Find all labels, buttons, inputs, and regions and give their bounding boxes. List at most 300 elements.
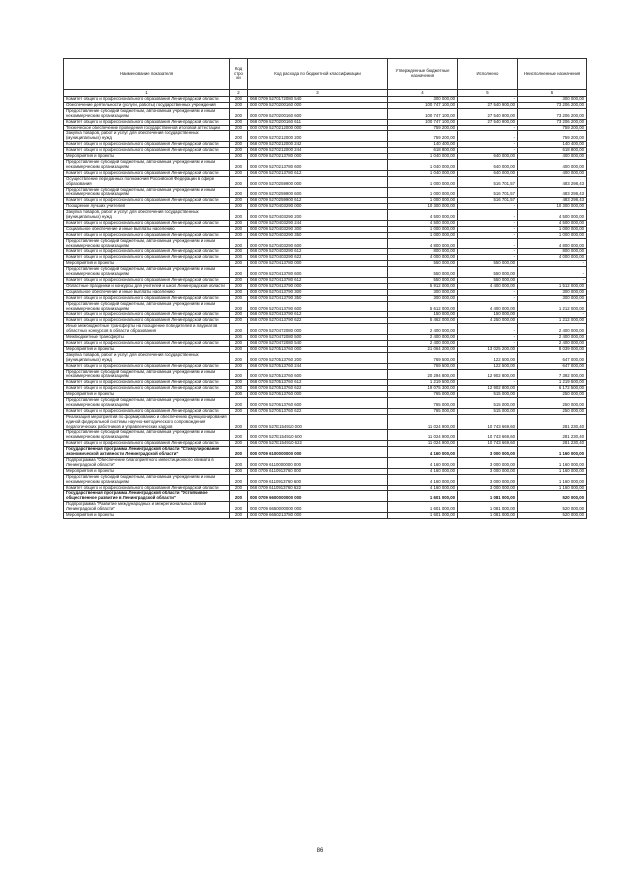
row-line-code: 200 <box>230 267 248 278</box>
table-row <box>64 238 587 249</box>
row-unexecuted-amount: 647 000,00 <box>518 363 587 369</box>
row-classification-code: 068 0709 5270613760 622 <box>248 408 388 414</box>
row-name: Реализация мероприятий по формированию и обеспечению функционирования единой федеральной системы научно-методического сопровождения педагогических работников и управленческих кадров <box>64 414 230 430</box>
row-classification-code: 068 0709 5270513760 612 <box>248 380 388 386</box>
row-unexecuted-amount: 400 000,00 <box>518 170 587 176</box>
row-approved-amount: 300 000,00 <box>388 97 458 103</box>
row-approved-amount: 4 000 000,00 <box>388 255 458 261</box>
row-name: Комитет общего и профессионального образования Ленинградской области <box>64 119 230 125</box>
row-unexecuted-amount: - <box>518 267 587 278</box>
row-classification-code: 000 0709 5270403290 000 <box>248 204 388 210</box>
row-classification-code: 000 0709 5270513760 000 <box>248 346 388 352</box>
row-name: Предоставление субсидий бюджетным, автономным учреждениям и иным некоммерческим организациям <box>64 159 230 170</box>
row-approved-amount: 1 000 000,00 <box>388 232 458 238</box>
row-approved-amount: 1 601 000,00 <box>388 513 458 519</box>
row-name: Предоставление субсидий бюджетным, автономным учреждениям и иным некоммерческим организациям <box>64 238 230 249</box>
row-approved-amount: 1 000 000,00 <box>388 198 458 204</box>
row-executed-amount: 515 000,00 <box>458 392 518 398</box>
row-executed-amount: - <box>458 125 518 131</box>
row-line-code: 200 <box>230 301 248 312</box>
row-executed-amount: - <box>458 142 518 148</box>
row-name: Комитет общего и профессионального образования Ленинградской области <box>64 340 230 346</box>
row-classification-code: 000 0709 5270259900 000 <box>248 176 388 187</box>
row-line-code: 200 <box>230 502 248 513</box>
row-executed-amount: 4 400 000,00 <box>458 301 518 312</box>
row-approved-amount: 4 160 000,00 <box>388 458 458 469</box>
row-executed-amount: 640 000,00 <box>458 170 518 176</box>
row-unexecuted-amount: 1 160 000,00 <box>518 447 587 458</box>
row-approved-amount: 4 160 000,00 <box>388 474 458 485</box>
row-classification-code: 068 0709 5270172080 540 <box>248 97 388 103</box>
row-executed-amount: - <box>458 226 518 232</box>
row-approved-amount: 550 000,00 <box>388 267 458 278</box>
row-classification-code: 000 0709 5270213780 600 <box>248 159 388 170</box>
row-line-code: 200 <box>230 148 248 154</box>
row-approved-amount: 140 400,00 <box>388 142 458 148</box>
row-approved-amount: 4 500 000,00 <box>388 220 458 226</box>
row-approved-amount: 19 075 300,00 <box>388 386 458 392</box>
row-line-code: 200 <box>230 369 248 380</box>
table-row <box>64 502 587 513</box>
row-executed-amount: - <box>458 249 518 255</box>
row-unexecuted-amount: 483 298,43 <box>518 187 587 198</box>
row-name: Комитет общего и профессионального образования Ленинградской области <box>64 220 230 226</box>
row-name: Мероприятия и проекты <box>64 513 230 519</box>
row-executed-amount: 515 000,00 <box>458 408 518 414</box>
row-executed-amount: 12 902 800,00 <box>458 369 518 380</box>
table-row <box>64 352 587 363</box>
row-classification-code: 000 0709 6110913760 600 <box>248 474 388 485</box>
row-unexecuted-amount: 1 000 000,00 <box>518 232 587 238</box>
table-row <box>64 210 587 221</box>
table-row <box>64 324 587 335</box>
row-unexecuted-amount: 1 219 500,00 <box>518 380 587 386</box>
table-row <box>64 369 587 380</box>
row-classification-code: 068 0709 5270403290 350 <box>248 232 388 238</box>
row-approved-amount: 300 000,00 <box>388 295 458 301</box>
row-executed-amount: 640 000,00 <box>458 154 518 160</box>
row-unexecuted-amount: 6 172 500,00 <box>518 386 587 392</box>
row-approved-amount: 100 747 100,00 <box>388 108 458 119</box>
row-approved-amount: 4 500 000,00 <box>388 210 458 221</box>
row-classification-code: 000 0709 5270413790 000 <box>248 283 388 289</box>
row-name: Осуществление переданных полномочий Российской Федерации в сфере образования <box>64 176 230 187</box>
table-row <box>64 513 587 519</box>
row-line-code: 200 <box>230 278 248 284</box>
row-approved-amount: 5 612 000,00 <box>388 301 458 312</box>
table-row <box>64 176 587 187</box>
row-classification-code: 068 0709 5270213780 612 <box>248 170 388 176</box>
header-classification: Код расхода по бюджетной классификации <box>248 59 388 90</box>
row-line-code: 200 <box>230 458 248 469</box>
row-name: Социальное обеспечение и иные выплаты населению <box>64 289 230 295</box>
row-unexecuted-amount: 2 400 000,00 <box>518 324 587 335</box>
row-approved-amount: 800 000,00 <box>388 249 458 255</box>
row-unexecuted-amount: 483 298,43 <box>518 176 587 187</box>
row-classification-code: 000 0709 5270200160 000 <box>248 102 388 108</box>
row-line-code: 200 <box>230 232 248 238</box>
row-approved-amount: 765 000,00 <box>388 392 458 398</box>
row-line-code: 200 <box>230 392 248 398</box>
row-name: Комитет общего и профессионального образования Ленинградской области <box>64 249 230 255</box>
row-line-code: 200 <box>230 295 248 301</box>
row-unexecuted-amount: 281 230,40 <box>518 430 587 441</box>
row-line-code: 200 <box>230 441 248 447</box>
page-number: 86 <box>316 848 324 854</box>
row-approved-amount: 4 160 000,00 <box>388 485 458 491</box>
row-name: Государственная программа Ленинградской области "Стимулирование экономической активности Ленинградской области" <box>64 447 230 458</box>
row-classification-code: 068 0709 5270413780 612 <box>248 278 388 284</box>
row-executed-amount: 150 000,00 <box>458 312 518 318</box>
row-classification-code: 000 0709 5270213780 000 <box>248 154 388 160</box>
row-name: Комитет общего и профессионального образования Ленинградской области <box>64 318 230 324</box>
row-approved-amount: 2 400 000,00 <box>388 324 458 335</box>
row-approved-amount: 21 064 200,00 <box>388 346 458 352</box>
row-executed-amount: - <box>458 238 518 249</box>
row-line-code: 200 <box>230 220 248 226</box>
row-line-code: 200 <box>230 312 248 318</box>
row-unexecuted-amount: 73 206 200,00 <box>518 108 587 119</box>
row-unexecuted-amount: 1 160 000,00 <box>518 474 587 485</box>
row-name: Мероприятия и проекты <box>64 468 230 474</box>
row-unexecuted-amount: 281 230,40 <box>518 441 587 447</box>
header-name: Наименование показателя <box>64 59 230 90</box>
row-executed-amount: 1 081 000,00 <box>458 491 518 502</box>
row-executed-amount: - <box>458 289 518 295</box>
row-unexecuted-amount: 1 000 000,00 <box>518 226 587 232</box>
row-approved-amount: 1 601 000,00 <box>388 491 458 502</box>
row-line-code: 200 <box>230 261 248 267</box>
row-name: Мероприятия и проекты <box>64 154 230 160</box>
row-name: Областные праздники и конкурсы для учителей и школ Ленинградской области <box>64 283 230 289</box>
row-unexecuted-amount: 140 400,00 <box>518 142 587 148</box>
table-row <box>64 131 587 142</box>
row-executed-amount: 3 000 000,00 <box>458 447 518 458</box>
row-executed-amount: 3 000 000,00 <box>458 485 518 491</box>
row-name: Предоставление субсидий бюджетным, автономным учреждениям и иным некоммерческим организациям <box>64 187 230 198</box>
row-line-code: 200 <box>230 255 248 261</box>
row-executed-amount: 10 743 669,60 <box>458 441 518 447</box>
row-name: Закупка товаров, работ и услуг для обеспечения государственных (муниципальных) нужд <box>64 352 230 363</box>
table-row <box>64 474 587 485</box>
row-unexecuted-amount: 759 200,00 <box>518 125 587 131</box>
row-executed-amount: 516 701,57 <box>458 176 518 187</box>
row-executed-amount: 27 540 900,00 <box>458 119 518 125</box>
row-classification-code: 000 0709 5270403290 300 <box>248 226 388 232</box>
row-unexecuted-amount: - <box>518 261 587 267</box>
row-line-code: 200 <box>230 131 248 142</box>
row-approved-amount: 2 400 000,00 <box>388 340 458 346</box>
row-name: Комитет общего и профессионального образования Ленинградской области <box>64 97 230 103</box>
row-executed-amount: - <box>458 220 518 226</box>
row-executed-amount: 3 000 000,00 <box>458 474 518 485</box>
row-line-code: 200 <box>230 318 248 324</box>
row-unexecuted-amount: 1 212 000,00 <box>518 301 587 312</box>
row-name: Поощрение лучших учителей <box>64 204 230 210</box>
row-executed-amount: - <box>458 340 518 346</box>
row-executed-amount: - <box>458 232 518 238</box>
row-classification-code: 000 0709 5270472080 000 <box>248 324 388 335</box>
row-unexecuted-amount: 10 300 000,00 <box>518 204 587 210</box>
table-row <box>64 267 587 278</box>
row-approved-amount: 300 000,00 <box>388 289 458 295</box>
table-row <box>64 430 587 441</box>
row-approved-amount: 618 800,00 <box>388 148 458 154</box>
row-approved-amount: 11 024 900,00 <box>388 430 458 441</box>
row-unexecuted-amount: 2 400 000,00 <box>518 340 587 346</box>
row-approved-amount: 20 294 800,00 <box>388 369 458 380</box>
row-line-code: 200 <box>230 102 248 108</box>
row-unexecuted-amount: 4 800 000,00 <box>518 238 587 249</box>
row-approved-amount: 1 601 000,00 <box>388 502 458 513</box>
row-classification-code: 000 0709 5270413790 300 <box>248 289 388 295</box>
table-row <box>64 108 587 119</box>
row-line-code: 200 <box>230 380 248 386</box>
row-executed-amount: 4 400 000,00 <box>458 283 518 289</box>
row-line-code: 200 <box>230 210 248 221</box>
row-executed-amount: 122 500,00 <box>458 363 518 369</box>
row-name: Иные межбюджетные трансферты на поощрение победителей и лауреатов областных конкурсов в области образования <box>64 324 230 335</box>
row-approved-amount: 765 000,00 <box>388 398 458 409</box>
row-executed-amount: 12 902 800,00 <box>458 386 518 392</box>
row-executed-amount: 516 701,57 <box>458 187 518 198</box>
row-executed-amount: 3 000 000,00 <box>458 468 518 474</box>
row-approved-amount: 10 300 000,00 <box>388 204 458 210</box>
row-line-code: 200 <box>230 408 248 414</box>
row-executed-amount: 3 000 000,00 <box>458 458 518 469</box>
row-approved-amount: 1 000 000,00 <box>388 226 458 232</box>
row-approved-amount: 4 800 000,00 <box>388 238 458 249</box>
row-approved-amount: 1 040 000,00 <box>388 170 458 176</box>
row-line-code: 200 <box>230 352 248 363</box>
row-name: Предоставление субсидий бюджетным, автономным учреждениям и иным некоммерческим организациям <box>64 430 230 441</box>
row-executed-amount: 640 000,00 <box>458 159 518 170</box>
row-unexecuted-amount: 1 212 000,00 <box>518 318 587 324</box>
row-line-code: 200 <box>230 346 248 352</box>
row-unexecuted-amount: 250 000,00 <box>518 408 587 414</box>
row-classification-code: 068 0709 5270513760 244 <box>248 363 388 369</box>
row-classification-code: 068 0709 5270212000 242 <box>248 142 388 148</box>
row-line-code: 200 <box>230 170 248 176</box>
table-row <box>64 398 587 409</box>
row-approved-amount: 11 024 900,00 <box>388 441 458 447</box>
row-classification-code: 068 0709 6110913760 622 <box>248 485 388 491</box>
row-line-code: 200 <box>230 363 248 369</box>
row-classification-code: 000 0709 5270259900 600 <box>248 187 388 198</box>
row-name: Комитет общего и профессионального образования Ленинградской области <box>64 295 230 301</box>
header-approved: Утвержденные бюджетные назначения <box>388 59 458 90</box>
row-unexecuted-amount: 300 000,00 <box>518 97 587 103</box>
row-classification-code: 068 0709 5270403290 612 <box>248 249 388 255</box>
row-classification-code: 000 0709 5270413780 600 <box>248 267 388 278</box>
row-name: Предоставление субсидий бюджетным, автономным учреждениям и иным некоммерческим организациям <box>64 398 230 409</box>
row-classification-code: 000 0709 5270613760 000 <box>248 392 388 398</box>
row-name: Предоставление субсидий бюджетным, автономным учреждениям и иным некоммерческим организациям <box>64 474 230 485</box>
row-name: Комитет общего и профессионального образования Ленинградской области <box>64 363 230 369</box>
row-unexecuted-amount: 759 200,00 <box>518 131 587 142</box>
row-unexecuted-amount: 400 000,00 <box>518 159 587 170</box>
row-classification-code: 000 0709 5270613760 600 <box>248 398 388 409</box>
row-approved-amount: 150 000,00 <box>388 312 458 318</box>
row-approved-amount: 769 500,00 <box>388 352 458 363</box>
row-classification-code: 068 0709 5270413790 622 <box>248 318 388 324</box>
row-name: Комитет общего и профессионального образования Ленинградской области <box>64 255 230 261</box>
row-classification-code: 068 0709 5270513760 622 <box>248 386 388 392</box>
row-name: Предоставление субсидий бюджетным, автономным учреждениям и иным некоммерческим организациям <box>64 108 230 119</box>
row-approved-amount: 550 000,00 <box>388 261 458 267</box>
row-unexecuted-amount: 4 500 000,00 <box>518 210 587 221</box>
row-executed-amount: 122 500,00 <box>458 352 518 363</box>
row-executed-amount: 515 000,00 <box>458 398 518 409</box>
table-row <box>64 414 587 430</box>
row-line-code: 200 <box>230 491 248 502</box>
row-classification-code: 068 0709 5270472080 540 <box>248 340 388 346</box>
table-row <box>64 301 587 312</box>
row-line-code: 200 <box>230 430 248 441</box>
row-line-code: 200 <box>230 154 248 160</box>
row-line-code: 200 <box>230 187 248 198</box>
row-line-code: 200 <box>230 249 248 255</box>
row-unexecuted-amount: 281 230,40 <box>518 414 587 430</box>
row-name: Комитет общего и профессионального образования Ленинградской области <box>64 441 230 447</box>
row-name: Закупка товаров, работ и услуг для обеспечения государственных (муниципальных) нужд <box>64 210 230 221</box>
row-unexecuted-amount: 250 000,00 <box>518 398 587 409</box>
row-executed-amount: 550 000,00 <box>458 267 518 278</box>
row-line-code: 200 <box>230 485 248 491</box>
row-name: Комитет общего и профессионального образования Ленинградской области <box>64 485 230 491</box>
header-executed: Исполнено <box>458 59 518 90</box>
row-approved-amount: 1 000 000,00 <box>388 187 458 198</box>
row-name: Социальное обеспечение и иные выплаты населению <box>64 226 230 232</box>
row-executed-amount: 13 025 200,00 <box>458 346 518 352</box>
row-unexecuted-amount: 520 000,00 <box>518 491 587 502</box>
row-unexecuted-amount: 1 160 000,00 <box>518 458 587 469</box>
row-line-code: 200 <box>230 97 248 103</box>
row-classification-code: 000 0709 5270403290 600 <box>248 238 388 249</box>
row-classification-code: 068 0709 5270403290 244 <box>248 220 388 226</box>
row-unexecuted-amount: 250 000,00 <box>518 392 587 398</box>
row-classification-code: 068 0709 5270413790 350 <box>248 295 388 301</box>
row-classification-code: 000 0709 5270212000 000 <box>248 125 388 131</box>
row-name: Мероприятия и проекты <box>64 261 230 267</box>
row-name: Мероприятия и проекты <box>64 346 230 352</box>
row-name: Государственная программа Ленинградской области "Устойчивое общественное развитие в Ленинградской области" <box>64 491 230 502</box>
row-name: Комитет общего и профессионального образования Ленинградской области <box>64 232 230 238</box>
table-header-row <box>64 59 587 90</box>
row-approved-amount: 1 040 000,00 <box>388 154 458 160</box>
row-approved-amount: 1 219 500,00 <box>388 380 458 386</box>
row-name: Комитет общего и профессионального образования Ленинградской области <box>64 142 230 148</box>
row-approved-amount: 100 747 100,00 <box>388 102 458 108</box>
row-line-code: 200 <box>230 176 248 187</box>
table-row <box>64 491 587 502</box>
row-unexecuted-amount: 7 392 000,00 <box>518 369 587 380</box>
row-line-code: 200 <box>230 324 248 335</box>
row-unexecuted-amount: 8 039 000,00 <box>518 346 587 352</box>
header-line-code: Код стро ки <box>230 59 248 90</box>
row-approved-amount: 4 160 000,00 <box>388 468 458 474</box>
row-line-code: 200 <box>230 142 248 148</box>
row-classification-code: 000 0709 527E154910 600 <box>248 430 388 441</box>
row-line-code: 200 <box>230 386 248 392</box>
row-line-code: 200 <box>230 468 248 474</box>
row-classification-code: 068 0709 5270403290 622 <box>248 255 388 261</box>
row-line-code: 200 <box>230 198 248 204</box>
row-name: Комитет общего и профессионального образования Ленинградской области <box>64 408 230 414</box>
row-approved-amount: 550 000,00 <box>388 278 458 284</box>
row-name: Мероприятия и проекты <box>64 392 230 398</box>
row-executed-amount: - <box>458 255 518 261</box>
row-line-code: 200 <box>230 513 248 519</box>
row-classification-code: 000 0709 6110000000 000 <box>248 458 388 469</box>
row-line-code: 200 <box>230 204 248 210</box>
row-classification-code: 000 0709 6650213780 000 <box>248 513 388 519</box>
row-approved-amount: 759 200,00 <box>388 131 458 142</box>
row-classification-code: 000 0709 5270200160 600 <box>248 108 388 119</box>
row-name: Комитет общего и профессионального образования Ленинградской области <box>64 312 230 318</box>
row-approved-amount: 4 160 000,00 <box>388 447 458 458</box>
row-name: Подпрограмма "Обеспечение благоприятного инвестиционного климата в Ленинградской области" <box>64 458 230 469</box>
row-name: Комитет общего и профессионального образования Ленинградской области <box>64 386 230 392</box>
column-number: 2 <box>230 90 248 97</box>
row-line-code: 200 <box>230 398 248 409</box>
row-line-code: 200 <box>230 283 248 289</box>
row-line-code: 200 <box>230 125 248 131</box>
row-unexecuted-amount: 800 000,00 <box>518 249 587 255</box>
table-row <box>64 159 587 170</box>
row-classification-code: 000 0709 5270472080 500 <box>248 335 388 341</box>
column-number-row <box>64 90 587 97</box>
row-name: Предоставление субсидий бюджетным, автономным учреждениям и иным некоммерческим организациям <box>64 267 230 278</box>
row-classification-code: 068 0709 527E154910 622 <box>248 441 388 447</box>
row-executed-amount: 1 081 000,00 <box>458 513 518 519</box>
row-line-code: 200 <box>230 289 248 295</box>
row-executed-amount: - <box>458 335 518 341</box>
row-unexecuted-amount: - <box>518 312 587 318</box>
row-unexecuted-amount: 4 000 000,00 <box>518 255 587 261</box>
row-executed-amount: - <box>458 148 518 154</box>
row-unexecuted-amount: 1 512 000,00 <box>518 283 587 289</box>
row-classification-code: 000 0709 5270403290 200 <box>248 210 388 221</box>
row-executed-amount: 1 081 000,00 <box>458 502 518 513</box>
budget-execution-table <box>63 58 587 519</box>
row-classification-code: 000 0709 5270513760 200 <box>248 352 388 363</box>
row-classification-code: 068 0709 5270259900 612 <box>248 198 388 204</box>
row-line-code: 200 <box>230 335 248 341</box>
row-line-code: 200 <box>230 108 248 119</box>
row-classification-code: 000 0709 5270413780 000 <box>248 261 388 267</box>
row-approved-amount: 769 500,00 <box>388 363 458 369</box>
row-classification-code: 000 0709 527E154910 000 <box>248 414 388 430</box>
row-unexecuted-amount: 1 160 000,00 <box>518 485 587 491</box>
row-unexecuted-amount: - <box>518 278 587 284</box>
row-classification-code: 000 0709 5270413790 600 <box>248 301 388 312</box>
row-unexecuted-amount: 73 206 200,00 <box>518 119 587 125</box>
row-unexecuted-amount: 300 000,00 <box>518 289 587 295</box>
row-approved-amount: 11 024 900,00 <box>388 414 458 430</box>
row-unexecuted-amount: 400 000,00 <box>518 154 587 160</box>
row-line-code: 200 <box>230 414 248 430</box>
row-executed-amount: - <box>458 210 518 221</box>
row-name: Предоставление субсидий бюджетным, автономным учреждениям и иным некоммерческим организациям <box>64 301 230 312</box>
column-number: 3 <box>248 90 388 97</box>
row-line-code: 200 <box>230 340 248 346</box>
row-line-code: 200 <box>230 238 248 249</box>
row-unexecuted-amount: 520 000,00 <box>518 513 587 519</box>
row-executed-amount: 27 540 900,00 <box>458 102 518 108</box>
row-classification-code: 000 0709 5270212000 200 <box>248 131 388 142</box>
row-name: Комитет общего и профессионального образования Ленинградской области <box>64 380 230 386</box>
